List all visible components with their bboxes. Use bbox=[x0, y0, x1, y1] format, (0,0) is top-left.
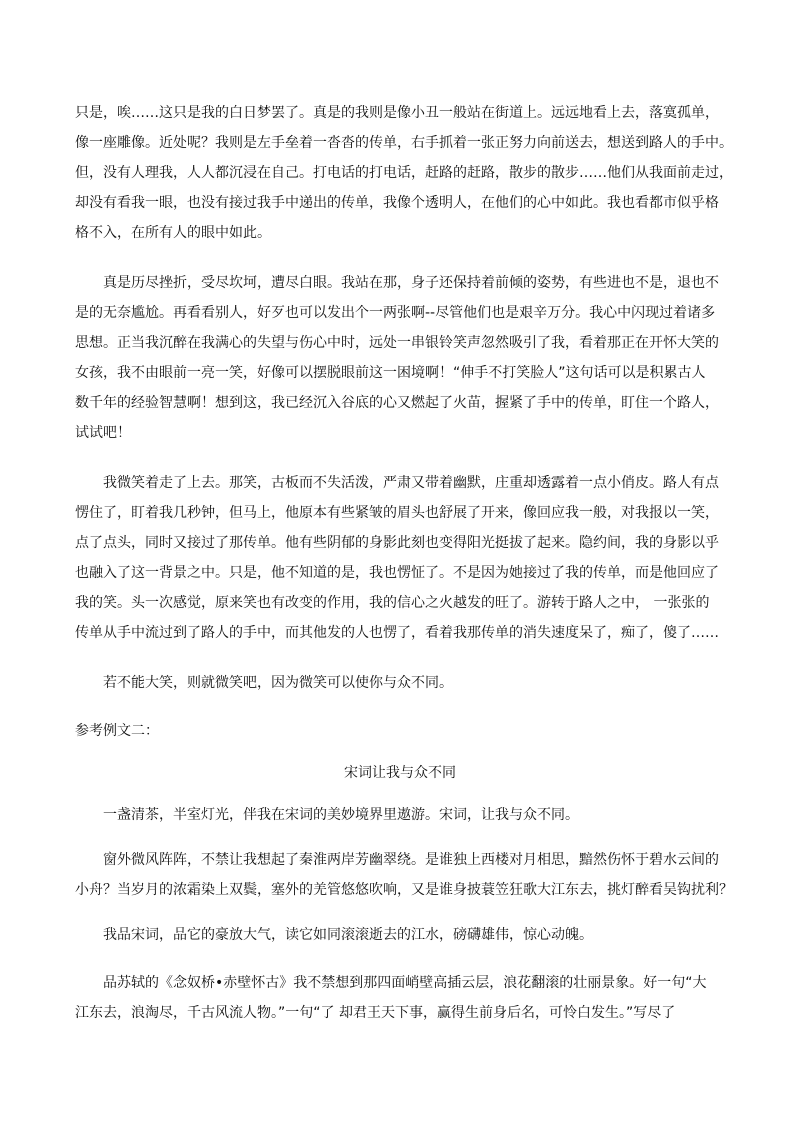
text-line: 数千年的经验智慧啊！想到这，我已经沉入谷底的心又燃起了火苗，握紧了手中的传单，盯住一个路人， bbox=[75, 395, 719, 411]
text-line: 愣住了，盯着我几秒钟，但马上，他原本有些紧皱的眉头也舒展了开来，像回应我一般，对我报以一笑， bbox=[75, 505, 719, 521]
text-line: 格不入，在所有人的眼中如此。 bbox=[75, 225, 271, 241]
text-line: 点了点头，同时又接过了那传单。他有些阴郁的身影此刻也变得阳光挺拔了起来。隐约间，我的身影以乎 bbox=[75, 535, 719, 551]
text-line: 女孩，我不由眼前一亮一笑，好像可以摆脱眼前这一困境啊！“伸手不打笑脸人”这句话可以是积累古人 bbox=[75, 365, 706, 381]
section-label bbox=[75, 716, 725, 746]
text-line: 一盏清茶，半室灯光，伴我在宋词的美妙境界里遨游。宋词，让我与众不同。 bbox=[103, 807, 579, 823]
text-line: 我微笑着走了上去。那笑，古板而不失活泼，严肃又带着幽默，庄重却透露着一点小俏皮。路人有点 bbox=[103, 475, 719, 491]
text-line: 试试吧！ bbox=[75, 425, 131, 441]
text-line: 是的无奈尴尬。再看看别人，好歹也可以发出个一两张啊--尽管他们也是艰辛万分。我心中闪现过着诸多 bbox=[75, 305, 716, 321]
text-line: 品苏轼的《念奴桥•赤壁怀古》我不禁想到那四面峭壁高插云层，浪花翻滚的壮丽景象。好一句“大 bbox=[103, 975, 707, 991]
essay-title bbox=[75, 758, 725, 788]
text-line: 像一座雕像。近处呢？我则是左手垒着一沓沓的传单，右手抓着一张正努力向前送去，想送到路人的手中。 bbox=[75, 135, 733, 151]
paragraph-window bbox=[75, 845, 733, 905]
paragraph-appreciate bbox=[75, 920, 725, 950]
text-line: 我品宋词，品它的豪放大气，读它如同滚滚逝去的江水，磅礴雄伟，惊心动魄。 bbox=[103, 927, 593, 943]
text-line: 若不能大笑，则就微笑吧，因为微笑可以使你与众不同。 bbox=[103, 675, 453, 691]
text-line: 宋词让我与众不同 bbox=[344, 765, 456, 781]
text-line: 但，没有人理我，人人都沉浸在自己。打电话的打电话，赶路的赶路，散步的散步……他们从我面前走过， bbox=[75, 165, 733, 181]
text-line: 江东去，浪淘尽，千古风流人物。”一句“了 却君王天下事，赢得生前身后名，可怜白发生。”写尽了 bbox=[75, 1005, 676, 1021]
paragraph-conclusion bbox=[75, 668, 725, 698]
text-line: 我的笑。头一次感觉，原来笑也有改变的作用，我的信心之火越发的旺了。游转于路人之中， 一张张的 bbox=[75, 595, 710, 611]
text-line: 窗外微风阵阵，不禁让我想起了秦淮两岸芳幽翠绕。是谁独上西楼对月相思，黯然伤怀于碧水云间的 bbox=[103, 852, 719, 868]
paragraph-daydream bbox=[75, 98, 733, 248]
text-line: 传单从手中流过到了路人的手中，而其他发的人也愣了，看着我那传单的消失速度呆了，痴了，傻了…… bbox=[75, 625, 719, 641]
text-line: 参考例文二： bbox=[75, 723, 159, 739]
text-line: 只是，唉……这只是我的白日梦罢了。真是的我则是像小丑一般站在街道上。远远地看上去，落寞孤单， bbox=[75, 105, 719, 121]
paragraph-smile bbox=[75, 468, 725, 648]
text-line: 却没有看我一眼，也没有接过我手中递出的传单，我像个透明人，在他们的心中如此。我也看都市似乎格 bbox=[75, 195, 719, 211]
paragraph-sushi bbox=[75, 968, 725, 1028]
paragraph-intro bbox=[75, 800, 725, 830]
text-line: 真是历尽挫折，受尽坎坷，遭尽白眼。我站在那，身子还保持着前倾的姿势，有些进也不是，退也不 bbox=[103, 275, 719, 291]
paragraph-setback bbox=[75, 268, 725, 448]
text-line: 也融入了这一背景之中。只是，他不知道的是，我也愣怔了。不是因为她接过了我的传单，而是他回应了 bbox=[75, 565, 719, 581]
text-line: 小舟？当岁月的浓霜染上双鬓，塞外的羌管悠悠吹响，又是谁身披蓑笠狂歌大江东去，挑灯醉看吴钩扰利？ bbox=[75, 882, 733, 898]
text-line: 思想。正当我沉醉在我满心的失望与伤心中时，远处一串银铃笑声忽然吸引了我，看着那正在开怀大笑的 bbox=[75, 335, 719, 351]
